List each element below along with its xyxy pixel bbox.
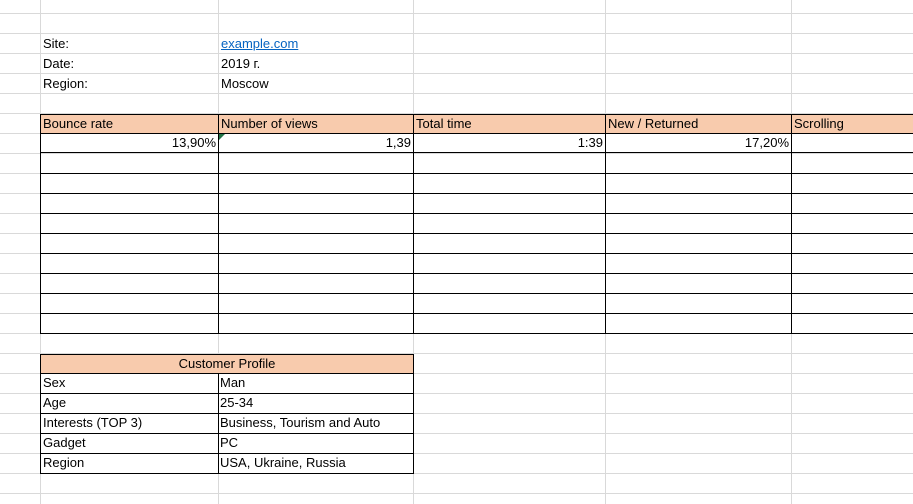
value-bounce-rate[interactable]: 13,90% (40, 133, 219, 153)
value-scrolling[interactable] (791, 133, 913, 153)
empty-cell[interactable] (40, 253, 219, 274)
header-new-returned[interactable]: New / Returned (605, 114, 792, 134)
empty-cell[interactable] (605, 313, 792, 334)
empty-cell[interactable] (40, 313, 219, 334)
empty-cell[interactable] (605, 273, 792, 294)
empty-cell[interactable] (413, 213, 606, 234)
date-label: Date: (43, 56, 75, 71)
value-new-returned[interactable]: 17,20% (605, 133, 792, 153)
profile-label-sex[interactable]: Sex (40, 373, 219, 394)
header-bounce-rate[interactable]: Bounce rate (40, 114, 219, 134)
profile-value-gadget[interactable]: PC (218, 433, 414, 454)
empty-cell[interactable] (605, 193, 792, 214)
empty-cell[interactable] (218, 213, 414, 234)
empty-cell[interactable] (40, 153, 219, 174)
empty-cell[interactable] (40, 213, 219, 234)
empty-cell[interactable] (413, 173, 606, 194)
site-label: Site: (43, 36, 70, 51)
profile-label-gadget[interactable]: Gadget (40, 433, 219, 454)
empty-cell[interactable] (791, 253, 913, 274)
region-label: Region: (43, 76, 88, 91)
empty-cell[interactable] (218, 233, 414, 254)
date-value[interactable]: 2019 г. (221, 56, 261, 71)
empty-cell[interactable] (791, 293, 913, 314)
profile-value-age[interactable]: 25-34 (218, 393, 414, 414)
value-number-of-views[interactable]: 1,39 (218, 133, 414, 153)
profile-label-interests[interactable]: Interests (TOP 3) (40, 413, 219, 434)
profile-title[interactable]: Customer Profile (40, 354, 414, 374)
empty-cell[interactable] (791, 153, 913, 174)
empty-cell[interactable] (605, 213, 792, 234)
empty-cell[interactable] (791, 273, 913, 294)
value-total-time[interactable]: 1:39 (413, 133, 606, 153)
empty-cell[interactable] (791, 193, 913, 214)
empty-cell[interactable] (218, 193, 414, 214)
empty-cell[interactable] (40, 193, 219, 214)
header-total-time[interactable]: Total time (413, 114, 606, 134)
empty-cell[interactable] (218, 293, 414, 314)
profile-label-region[interactable]: Region (40, 453, 219, 474)
empty-cell[interactable] (413, 193, 606, 214)
profile-value-region[interactable]: USA, Ukraine, Russia (218, 453, 414, 474)
empty-cell[interactable] (413, 313, 606, 334)
empty-cell[interactable] (40, 273, 219, 294)
site-link[interactable]: example.com (221, 36, 299, 51)
empty-cell[interactable] (605, 253, 792, 274)
empty-cell[interactable] (605, 233, 792, 254)
empty-cell[interactable] (605, 173, 792, 194)
empty-cell[interactable] (791, 233, 913, 254)
empty-cell[interactable] (218, 173, 414, 194)
empty-cell[interactable] (791, 213, 913, 234)
region-value[interactable]: Moscow (221, 76, 269, 91)
header-number-of-views[interactable]: Number of views (218, 114, 414, 134)
empty-cell[interactable] (413, 153, 606, 174)
empty-cell[interactable] (413, 273, 606, 294)
empty-cell[interactable] (218, 253, 414, 274)
empty-cell[interactable] (40, 173, 219, 194)
grid-row-line (0, 493, 913, 494)
empty-cell[interactable] (413, 253, 606, 274)
empty-cell[interactable] (791, 173, 913, 194)
header-scrolling[interactable]: Scrolling (791, 114, 913, 134)
profile-value-interests[interactable]: Business, Tourism and Auto (218, 413, 414, 434)
empty-cell[interactable] (413, 293, 606, 314)
empty-cell[interactable] (40, 233, 219, 254)
empty-cell[interactable] (218, 153, 414, 174)
comment-indicator-icon (219, 134, 225, 140)
empty-cell[interactable] (218, 273, 414, 294)
grid-row-line (0, 13, 913, 14)
profile-value-sex[interactable]: Man (218, 373, 414, 394)
empty-cell[interactable] (605, 153, 792, 174)
profile-label-age[interactable]: Age (40, 393, 219, 414)
empty-cell[interactable] (791, 313, 913, 334)
empty-cell[interactable] (218, 313, 414, 334)
empty-cell[interactable] (605, 293, 792, 314)
empty-cell[interactable] (413, 233, 606, 254)
empty-cell[interactable] (40, 293, 219, 314)
